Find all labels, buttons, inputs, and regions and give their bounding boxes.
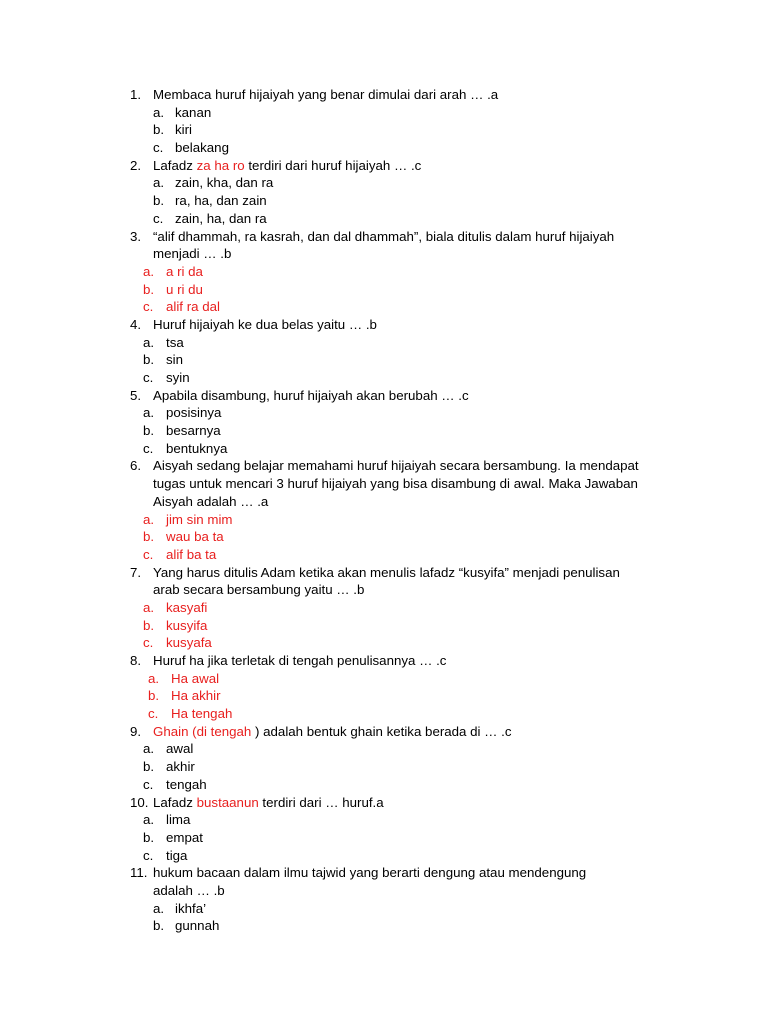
option-text: Ha awal [171, 670, 220, 686]
answer-option [0, 670, 768, 688]
option-letter: c. [143, 847, 154, 863]
answer-option [0, 210, 768, 228]
option-letter: c. [143, 546, 154, 562]
option-text: syin [166, 370, 190, 385]
question-line [0, 794, 768, 812]
answer-option [0, 174, 768, 192]
answer-option [0, 334, 768, 352]
question-line [0, 723, 768, 741]
option-text: jim sin mim [166, 511, 233, 527]
option-letter: c. [153, 140, 164, 156]
question-text [153, 723, 512, 741]
option-text: lima [166, 812, 191, 828]
option-letter: a. [143, 405, 155, 421]
answer-option [0, 811, 768, 829]
answer-option [0, 298, 768, 316]
question-text [153, 86, 498, 104]
question-number: 8. [130, 653, 142, 668]
option-text: zain, kha, dan ra [175, 175, 274, 191]
option-letter: a. [153, 104, 165, 120]
option-text: empat [166, 829, 203, 845]
answer-option [0, 705, 768, 723]
text-segment: Aisyah adalah … .a [153, 493, 269, 509]
text-segment: Lafadz [153, 157, 197, 173]
question-line [0, 228, 768, 246]
answer-option [0, 740, 768, 758]
option-text: a ri da [166, 263, 203, 279]
text-segment: Membaca huruf hijaiyah yang benar dimulai dari arah … .a [153, 87, 499, 102]
text-segment: Aisyah sedang belajar memahami huruf hijaiyah secara bersambung. Ia mendapat [153, 458, 639, 474]
option-text: besarnya [166, 423, 221, 439]
option-letter: c. [143, 635, 154, 651]
option-letter: b. [148, 688, 160, 704]
quiz-document [0, 86, 768, 935]
answer-option [0, 900, 768, 918]
answer-option [0, 847, 768, 865]
option-text: kanan [175, 104, 212, 120]
text-segment: “alif dhammah, ra kasrah, dan dal dhammah”, biala ditulis dalam huruf hijaiyah [153, 228, 615, 244]
option-letter: b. [153, 918, 165, 934]
question-text [153, 493, 268, 511]
answer-option [0, 917, 768, 935]
question-text [153, 316, 377, 334]
text-segment: menjadi … .b [153, 246, 232, 262]
option-letter: c. [143, 440, 154, 456]
text-segment: Huruf hijaiyah ke dua belas yaitu … .b [153, 316, 377, 332]
option-letter: c. [153, 210, 164, 226]
option-letter: a. [143, 599, 155, 615]
question-text [153, 652, 446, 670]
option-letter: c. [148, 706, 159, 722]
answer-option [0, 758, 768, 776]
question-number: 5. [130, 387, 142, 403]
option-text: kusyafa [166, 635, 212, 651]
question-text [153, 794, 384, 812]
question-line [0, 86, 768, 104]
option-text: tengah [166, 776, 207, 792]
text-segment: Apabila disambung, huruf hijaiyah akan berubah … .c [153, 387, 469, 403]
question-text [153, 387, 469, 405]
question-line [0, 457, 768, 475]
question-continuation-line [0, 581, 768, 599]
question-line [0, 652, 768, 670]
question-text [153, 882, 225, 900]
answer-option [0, 440, 768, 458]
option-letter: b. [153, 122, 165, 138]
question-text [153, 564, 620, 582]
option-text: akhir [166, 759, 195, 775]
option-text: belakang [175, 140, 229, 156]
option-text: bentuknya [166, 440, 228, 456]
answer-option [0, 121, 768, 139]
option-letter: a. [148, 670, 160, 686]
question-number: 4. [130, 316, 142, 332]
answer-option [0, 139, 768, 157]
answer-option [0, 829, 768, 847]
option-text: alif ra dal [166, 299, 220, 315]
option-text: awal [166, 741, 194, 757]
answer-option [0, 546, 768, 564]
answer-option [0, 351, 768, 369]
question-number: 9. [130, 723, 142, 739]
option-text: alif ba ta [166, 546, 217, 562]
question-line [0, 864, 768, 882]
option-text: ra, ha, dan zain [175, 193, 267, 209]
question-continuation-line [0, 882, 768, 900]
option-text: Ha tengah [171, 706, 233, 722]
question-line [0, 157, 768, 175]
option-letter: c. [143, 370, 154, 385]
option-letter: c. [143, 299, 154, 315]
answer-option [0, 404, 768, 422]
option-letter: b. [143, 423, 155, 439]
text-segment: terdiri dari … huruf.a [258, 794, 384, 810]
option-letter: b. [143, 829, 155, 845]
text-segment: ) adalah bentuk ghain ketika berada di … .c [251, 723, 512, 739]
text-segment: Huruf ha jika terletak di tengah penulisannya … .c [153, 653, 447, 668]
question-number: 7. [130, 564, 142, 580]
option-text: Ha akhir [171, 688, 221, 704]
question-number: 10. [130, 794, 149, 810]
option-letter: a. [143, 741, 155, 757]
question-line [0, 316, 768, 334]
text-segment: arab secara bersambung yaitu … .b [153, 582, 365, 598]
question-number: 6. [130, 458, 142, 474]
option-letter: b. [143, 529, 155, 545]
option-letter: a. [153, 175, 165, 191]
option-text: kusyifa [166, 617, 208, 633]
answer-option [0, 281, 768, 299]
question-text [153, 228, 614, 246]
option-text: zain, ha, dan ra [175, 210, 267, 226]
question-line [0, 387, 768, 405]
question-text [153, 157, 421, 175]
text-segment: hukum bacaan dalam ilmu tajwid yang berarti dengung atau mendengung [153, 865, 587, 881]
question-continuation-line [0, 245, 768, 263]
text-segment: Lafadz [153, 794, 197, 810]
option-letter: a. [143, 511, 155, 527]
option-text: tiga [166, 847, 188, 863]
answer-option [0, 369, 768, 387]
question-text [153, 581, 364, 599]
option-text: kiri [175, 122, 192, 138]
question-text [153, 457, 639, 475]
text-segment: terdiri dari huruf hijaiyah … .c [244, 157, 422, 173]
answer-option [0, 687, 768, 705]
highlighted-text: za ha ro [196, 157, 245, 173]
option-letter: a. [143, 334, 155, 350]
answer-option [0, 192, 768, 210]
answer-option [0, 422, 768, 440]
text-segment: adalah … .b [153, 882, 225, 898]
question-text [153, 864, 586, 882]
question-line [0, 564, 768, 582]
option-letter: b. [143, 281, 155, 297]
option-text: posisinya [166, 405, 222, 421]
option-text: kasyafi [166, 599, 208, 615]
question-number: 1. [130, 87, 142, 102]
highlighted-text: Ghain (di tengah [153, 723, 252, 739]
question-continuation-line [0, 493, 768, 511]
option-text: u ri du [166, 281, 203, 297]
question-number: 2. [130, 157, 142, 173]
question-number: 11. [130, 865, 148, 881]
answer-option [0, 776, 768, 794]
option-text: wau ba ta [166, 529, 224, 545]
question-number: 3. [130, 228, 142, 244]
option-text: ikhfa’ [175, 900, 207, 916]
answer-option [0, 634, 768, 652]
option-letter: b. [153, 193, 165, 209]
text-segment: tugas untuk mencari 3 huruf hijaiyah yang bisa disambung di awal. Maka Jawaban [153, 476, 638, 492]
option-text: sin [166, 352, 183, 368]
option-letter: a. [153, 900, 165, 916]
answer-option [0, 599, 768, 617]
answer-option [0, 263, 768, 281]
option-letter: a. [143, 263, 155, 279]
option-letter: b. [143, 617, 155, 633]
text-segment: Yang harus ditulis Adam ketika akan menulis lafadz “kusyifa” menjadi penulisan [153, 564, 620, 580]
answer-option [0, 511, 768, 529]
option-text: gunnah [175, 918, 220, 934]
answer-option [0, 104, 768, 122]
question-continuation-line [0, 475, 768, 493]
option-letter: c. [143, 776, 154, 792]
question-text [153, 475, 638, 493]
option-text: tsa [166, 334, 184, 350]
highlighted-text: bustaanun [196, 794, 259, 810]
answer-option [0, 617, 768, 635]
option-letter: b. [143, 352, 155, 368]
option-letter: a. [143, 812, 155, 828]
question-text [153, 245, 231, 263]
answer-option [0, 528, 768, 546]
option-letter: b. [143, 759, 155, 775]
